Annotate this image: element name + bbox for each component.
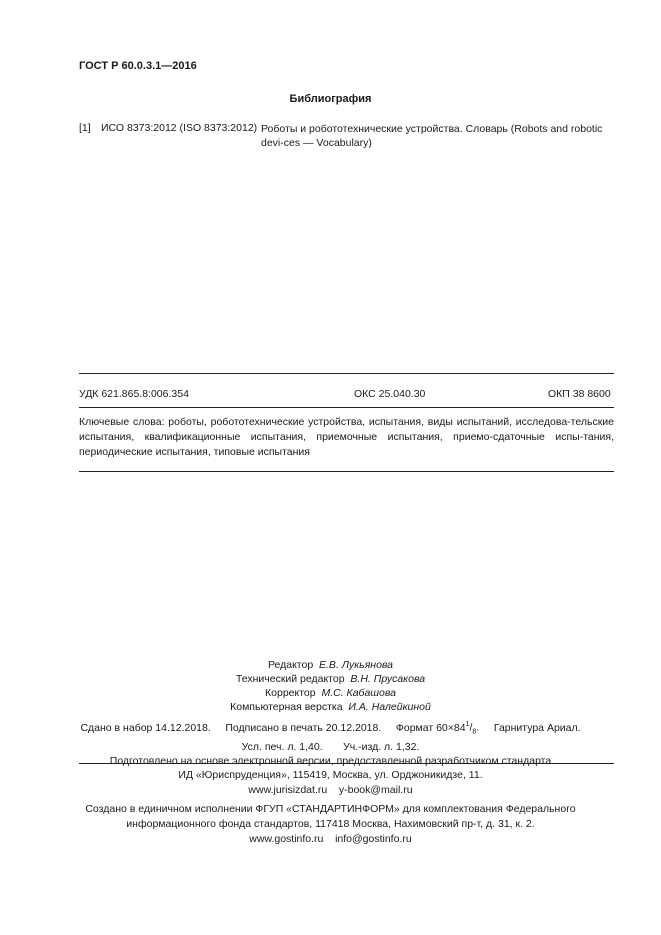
publisher-sheets: Уч.-изд. л. 1,32. (343, 740, 420, 753)
producer-site[interactable]: www.gostinfo.ru (249, 833, 324, 845)
divider-middle (79, 407, 614, 408)
submitted-date: Сдано в набор 14.12.2018. (80, 721, 211, 734)
credit-name: Е.В. Лукьянова (319, 659, 394, 671)
credits-block (0, 658, 661, 714)
oks-code: ОКС 25.040.30 (354, 388, 426, 400)
credit-name: И.А. Налейкиной (348, 701, 431, 713)
imprint-row-2 (0, 740, 661, 754)
producer-line-1: Создано в единичном исполнении ФГУП «СТАНДАРТИНФОРМ» для комплектования Федерального (85, 803, 576, 815)
section-title: Библиография (289, 93, 372, 105)
paper-format: Формат $60\times 84^1/_8$. (395, 721, 480, 736)
signed-date: Подписано в печать 20.12.2018. (225, 721, 382, 734)
format-label: Формат 60×84 (395, 721, 466, 734)
reference-title: Роботы и робототехнические устройства. Словарь (Robots and robotic devi-ces — Vocabulary) (261, 123, 603, 149)
prepared-note: Подготовлено на основе электронной версии, предоставленной разработчиком стандарта (109, 754, 552, 767)
producer-contacts (0, 832, 661, 847)
credit-tech-editor (0, 672, 661, 686)
print-sheets: Усл. печ. л. 1,40. (241, 740, 323, 753)
credit-layout (0, 700, 661, 714)
imprint-block (0, 718, 661, 768)
imprint-row-3 (0, 754, 661, 768)
okp-code: ОКП 38 8600 (548, 388, 611, 400)
producer-email[interactable]: info@gostinfo.ru (335, 833, 412, 845)
format-numerator: 1 (465, 721, 470, 728)
keywords: Ключевые слова: роботы, робототехнические устройства, испытания, виды испытаний, исследова-тельские испытания, квалификационные испытания, приемочные испытания, приемо-сдаточные испы-тания, периодические испытания, типовые испытания (79, 416, 614, 458)
document-header: ГОСТ Р 60.0.3.1—2016 (79, 60, 197, 72)
credit-proofreader (0, 686, 661, 700)
producer-block (0, 802, 661, 847)
credit-role: Компьютерная верстка (230, 701, 343, 713)
credit-name: М.С. Кабашова (321, 687, 396, 699)
imprint-row-1 (0, 718, 661, 740)
credit-role: Технический редактор (235, 673, 345, 685)
credit-name: В.Н. Прусакова (350, 673, 426, 685)
credit-role: Редактор (267, 659, 314, 671)
udk-code: УДК 621.865.8:006.354 (79, 388, 189, 400)
typeface: Гарнитура Ариал. (493, 721, 581, 734)
publisher-contacts (0, 783, 661, 798)
credit-role: Корректор (265, 687, 316, 699)
publisher-email[interactable]: y-book@mail.ru (338, 784, 413, 796)
divider-top (79, 373, 614, 374)
producer-line-2: информационного фонда стандартов, 117418 Москва, Нахимовский пр-т, д. 31, к. 2. (126, 818, 535, 830)
divider-keywords (79, 471, 614, 472)
publisher-address: ИД «Юриспруденция», 115419, Москва, ул. Орджоникидзе, 11. (178, 769, 483, 781)
divider-bottom (79, 763, 614, 764)
reference-number: [1] (79, 122, 91, 134)
publisher-site[interactable]: www.jurisizdat.ru (248, 784, 328, 796)
credit-editor (0, 658, 661, 672)
publisher-block (0, 768, 661, 798)
format-denominator: 8 (472, 728, 477, 736)
reference-code: ИСО 8373:2012 (ISO 8373:2012) (101, 122, 258, 134)
